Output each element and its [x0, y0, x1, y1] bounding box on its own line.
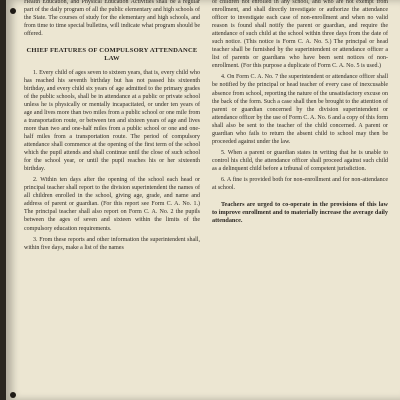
right-column [212, 0, 388, 226]
paragraph-5: 5. When a parent or guardian states in writing that he is unable to control his child, the attendance officer shall proceed against such child as a delinquent child before a tribunal of competent jurisdiction. [212, 149, 388, 172]
binding-hole-bottom [10, 392, 16, 398]
closing-note: Teachers are urged to co-operate in the provisions of this law to improve enrollment and to materially increase the average daily attendance. [212, 201, 388, 225]
section-heading: CHIEF FEATURES OF COMPULSORY ATTENDANCE LAW [26, 47, 198, 63]
left-column [24, 0, 200, 252]
paragraph-1: 1. Every child of ages seven to sixteen years, that is, every child who has reached his seventh birthday but has not passed his sixteenth birthday, and every child six years of age admitted to the primary grades of the public schools, shall be in attendance at a public or private school unless he is physically or mentally incapacitated, or under ten years of age and lives more than two miles from a public school or one mile from a transportation route, or between ten and sixteen years of age and lives more than two and one-half miles from a public school or one and one-half miles from a transportation route. The period of compulsory attendance shall commence at the opening of the first term of the school which the pupil attends and shall continue until the close of such school for the school year, or until the pupil reaches his or her sixteenth birthday. [24, 69, 200, 173]
paragraph-4: 4. On Form C. A. No. 7 the superintendent or attendance officer shall be notified by the principal or head teacher of every case of inexcusable absence from school, reporting the nature of the unsatisfactory excuse on the back of the form. Such a case shall then be brought to the attention of parent or guardian concerned by the division superintendent or attendance officer by the use of Form C. A. No. 6 and a copy of this form shall also be sent to the teacher of the child concerned. A parent or guardian who fails to return the absent child to school may then be proceeded against under the law. [212, 74, 389, 145]
intro-paragraph: Health Education, and Physical Education Activities shall be a regular part of the daily program of all the public elementary and high schools of the State. The courses of study for the elementary and high schools, and from time to time special bulletins, will indicate what program should be offered. [24, 0, 200, 38]
paragraph-3: 3. From these reports and other information the superintendent shall, within five days, make a list of the names [24, 236, 200, 251]
paragraph-2: 2. Within ten days after the opening of the school each head or principal teacher shall report to the division superintendent the names of all children enrolled in the school, giving age, grade, and name and address of parent or guardian. (For this report see Form C. A. No. 1.) The principal teacher shall also report on Form C. A. No. 2 the pupils between the ages of seven and sixteen within the limits of the compulsory education requirements. [24, 177, 200, 232]
document-page [6, 0, 400, 400]
paragraph-3-continued: of children not enrolled in any school, and who are not exempt from enrollment, and shall directly investigate or authorize the attendance officer to investigate each case of non-enrollment and when no valid reason is found shall notify the parent or guardian, and require the attendance of such child at the school within three days from the date of such notice. (This notice is Form C. A. No. 5.) The principal or head teacher shall be furnished by the superintendent or attendance officer a list of parents or guardians who have been sent notices of non-enrollment. (For this purpose a duplicate of Form C. A. No. 5 is used.) [212, 0, 388, 70]
binding-hole-top [10, 8, 16, 14]
paragraph-6: 6. A fine is provided both for non-enrollment and for non-attendance at school. [212, 176, 388, 192]
